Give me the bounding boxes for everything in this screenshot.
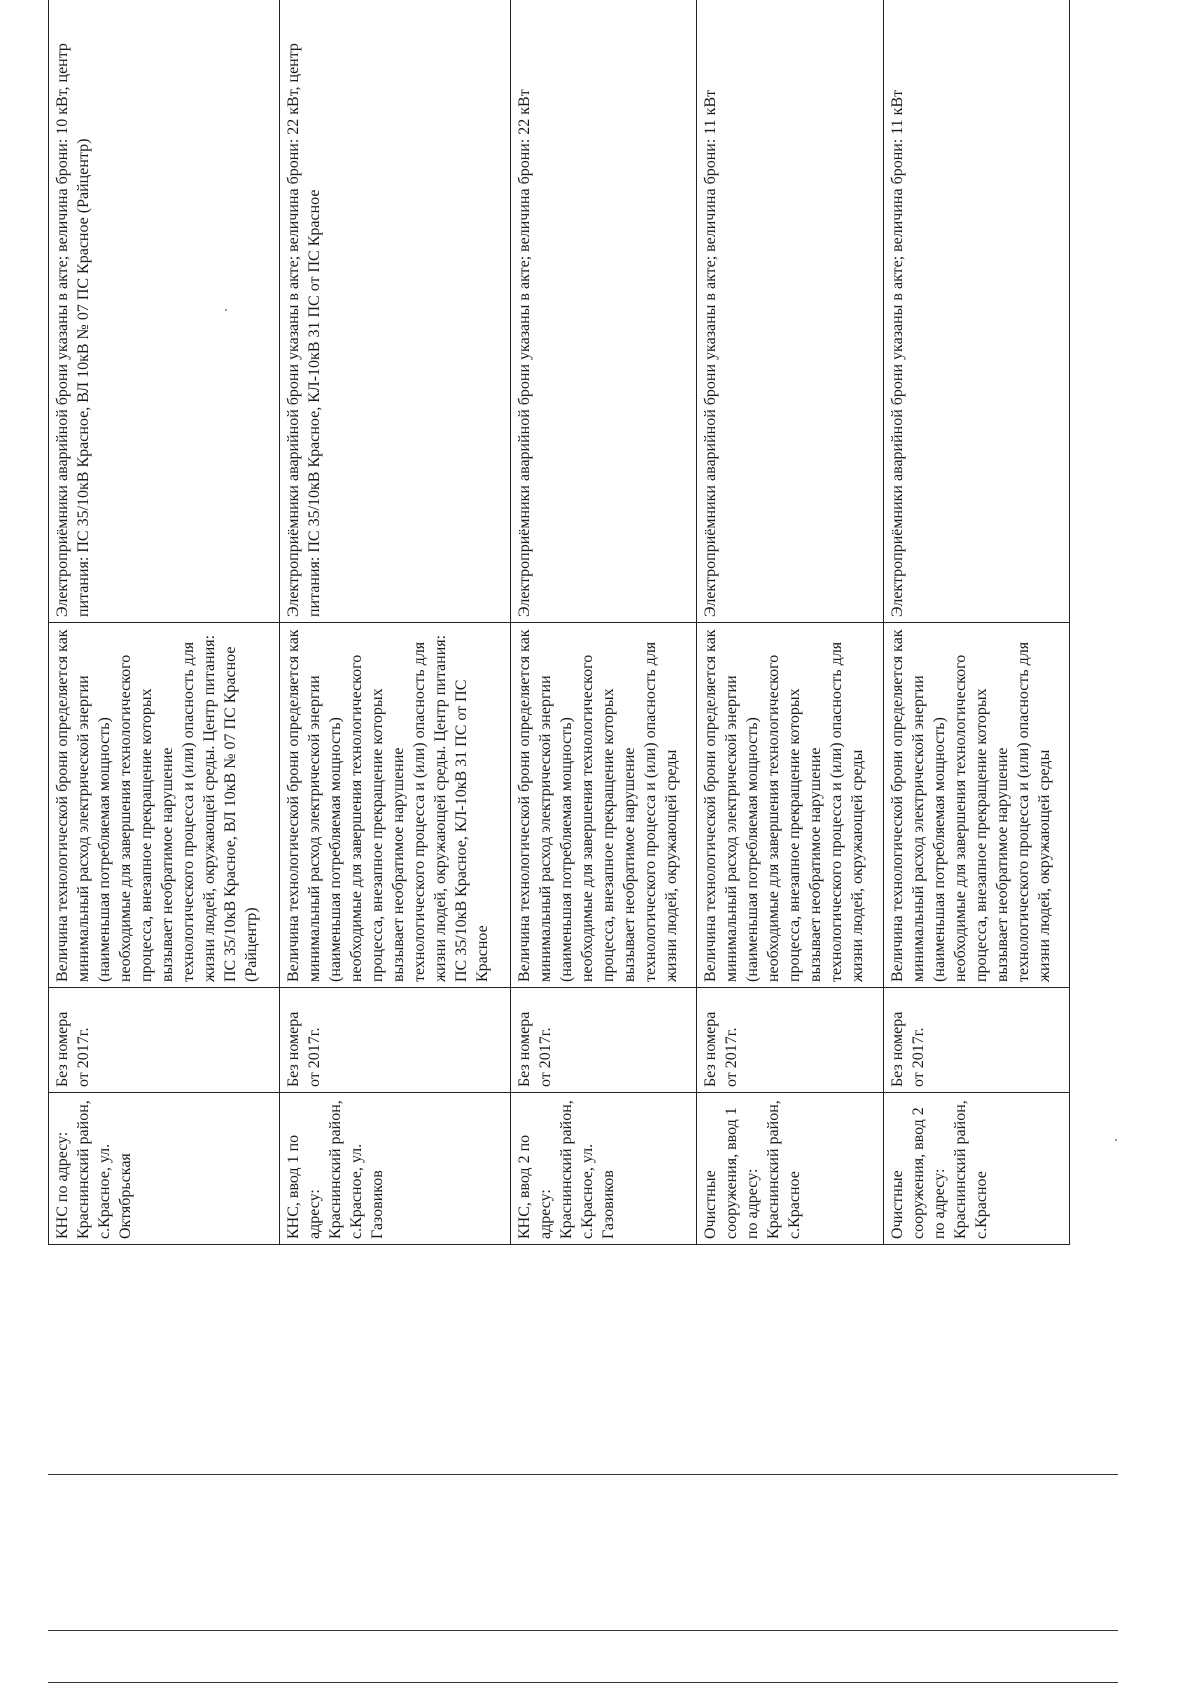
object-address-cell: КНС, ввод 1 по адресу: Краснинский район, с.Красное, ул. Газовиков [280,1093,511,1245]
table-row [883,0,1069,1245]
table-row [280,0,511,1245]
emergency-reserve-cell: Электроприёмники аварийной брони указаны в акте; величина брони: 22 кВт [511,0,697,623]
table-row [49,0,280,1245]
emergency-reserve-cell: Электроприёмники аварийной брони указаны в акте; величина брони: 10 кВт, центр питания: ПС 35/10кВ Красное, ВЛ 10кВ № 07 ПС Красное (Райцентр) [49,0,280,623]
scan-speck [1115,1139,1117,1141]
object-address-cell: КНС по адресу: Краснинский район, с.Красное, ул. Октябрьская [49,1093,280,1245]
emergency-reserve-cell: Электроприёмники аварийной брони указаны в акте; величина брони: 11 кВт [697,0,883,623]
horizontal-rule [48,1474,1118,1475]
act-reference-cell: Без номера от 2017г. [883,988,1069,1093]
act-reference-cell: Без номера от 2017г. [511,988,697,1093]
power-reserve-table [48,0,1070,1245]
horizontal-rule [48,1630,1118,1631]
act-reference-cell: Без номера от 2017г. [280,988,511,1093]
act-reference-cell: Без номера от 2017г. [49,988,280,1093]
table-row [511,0,697,1245]
horizontal-rule [48,1682,1118,1683]
technological-reserve-cell: Величина технологической брони определяется как минимальный расход электрической энергии (наименьшая потребляемая мощность) необходимые для завершения технологического процесса, внезапное прекращение которых вызывает необратимое нарушение технологического процесса и (или) опасность для жизни людей, окружающей среды [883,623,1069,988]
table-row [697,0,883,1245]
scan-speck [225,309,227,311]
object-address-cell: Очистные сооружения, ввод 1 по адресу: Краснинский район, с.Красное [697,1093,883,1245]
object-address-cell: Очистные сооружения, ввод 2 по адресу: Краснинский район, с.Красное [883,1093,1069,1245]
object-address-cell: КНС, ввод 2 по адресу: Краснинский район, с.Красное, ул. Газовиков [511,1093,697,1245]
technological-reserve-cell: Величина технологической брони определяется как минимальный расход электрической энергии (наименьшая потребляемая мощность) необходимые для завершения технологического процесса, внезапное прекращение которых вызывает необратимое нарушение технологического процесса и (или) опасность для жизни людей, окружающей среды [697,623,883,988]
technological-reserve-cell: Величина технологической брони определяется как минимальный расход электрической энергии (наименьшая потребляемая мощность) необходимые для завершения технологического процесса, внезапное прекращение которых вызывает необратимое нарушение технологического процесса и (или) опасность для жизни людей, окружающей среды [511,623,697,988]
rotated-table-wrapper [48,0,1070,1245]
emergency-reserve-cell: Электроприёмники аварийной брони указаны в акте; величина брони: 22 кВт, центр питания: ПС 35/10кВ Красное, КЛ-10кВ 31 ПС от ПС Красное [280,0,511,623]
technological-reserve-cell: Величина технологической брони определяется как минимальный расход электрической энергии (наименьшая потребляемая мощность) необходимые для завершения технологического процесса, внезапное прекращение которых вызывает необратимое нарушение технологического процесса и (или) опасность для жизни людей, окружающей среды. Центр питания: ПС 35/10кВ Красное, КЛ-10кВ 31 ПС от ПС Красное [280,623,511,988]
emergency-reserve-cell: Электроприёмники аварийной брони указаны в акте; величина брони: 11 кВт [883,0,1069,623]
act-reference-cell: Без номера от 2017г. [697,988,883,1093]
technological-reserve-cell: Величина технологической брони определяется как минимальный расход электрической энергии (наименьшая потребляемая мощность) необходимые для завершения технологического процесса, внезапное прекращение которых вызывает необратимое нарушение технологического процесса и (или) опасность для жизни людей, окружающей среды. Центр питания: ПС 35/10кВ Красное, ВЛ 10кВ № 07 ПС Красное (Райцентр) [49,623,280,988]
